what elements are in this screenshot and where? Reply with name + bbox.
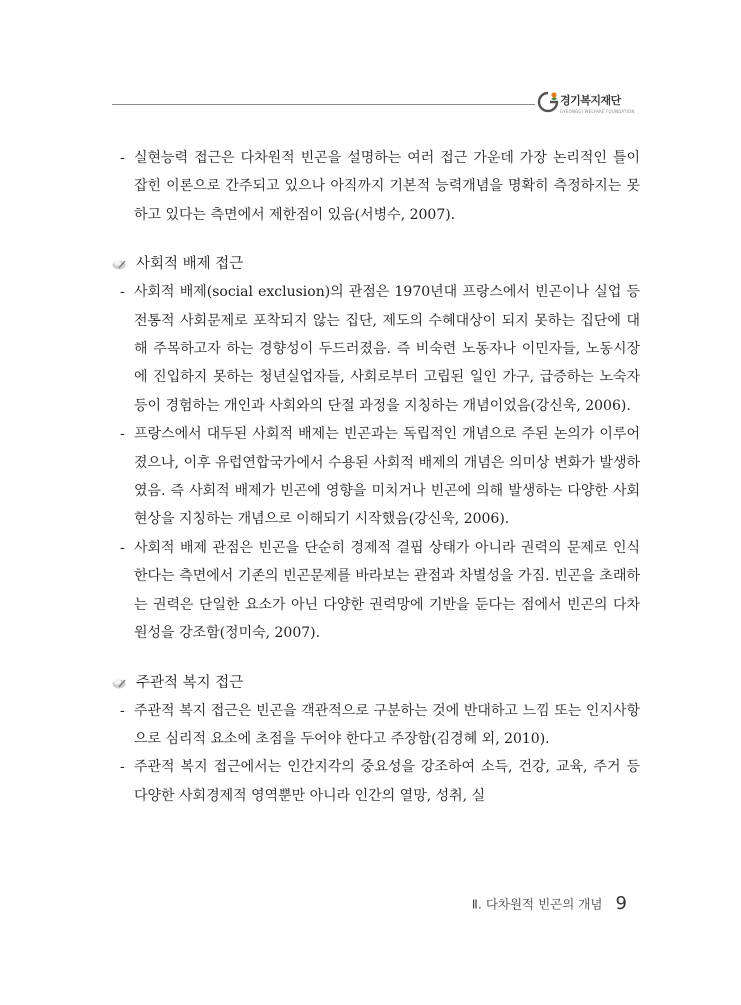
header-rule bbox=[112, 104, 535, 105]
section-heading-text: 주관적 복지 접근 bbox=[136, 674, 244, 691]
foundation-logo bbox=[536, 88, 666, 122]
list-item: - 주관적 복지 접근은 빈곤을 객관적으로 구분하는 것에 반대하고 느낌 또는 인지사항으로 심리적 요소에 초점을 두어야 한다고 주장함(김경혜 외, 2010). bbox=[120, 702, 640, 747]
list-item: - 사회적 배제(social exclusion)의 관점은 1970년대 프랑스에서 빈곤이나 실업 등 전통적 사회문제로 포착되지 않는 집단, 제도의 수혜대상이 되지 못하는 집단에 대해 주목하고자 하는 경향성이 두드러졌음. 즉 비숙련 노동자나 이민자들, 노동시장에 진입하지 못하는 청년실업자들, 사회로부터 고립된 일인 가구, 급증하는 노숙자 등이 경험하는 개인과 사회와의 단절 과정을 지칭하는 개념이었음(강신욱, 2006). bbox=[120, 284, 640, 414]
foundation-logo-icon bbox=[536, 90, 560, 114]
page-content bbox=[112, 144, 640, 810]
bullet-text: 사회적 배제 관점은 빈곤을 단순히 경제적 결핍 상태가 아니라 권력의 문제로 인식한다는 측면에서 기존의 빈곤문제를 바라보는 관점과 차별성을 가짐. 빈곤을 초래하는 권력은 단일한 요소가 아닌 다양한 권력망에 기반을 둔다는 점에서 빈곤의 다차원성을 강조함(정미숙, 2007). bbox=[134, 539, 640, 642]
section-heading-social-exclusion bbox=[112, 250, 640, 278]
bullet-text: 주관적 복지 접근에서는 인간지각의 중요성을 강조하여 소득, 건강, 교육, 주거 등 다양한 사회경제적 영역뿐만 아니라 인간의 열망, 성취, 실 bbox=[134, 759, 640, 804]
bullet-text: 프랑스에서 대두된 사회적 배제는 빈곤과는 독립적인 개념으로 주된 논의가 이루어졌으나, 이후 유럽연합국가에서 수용된 사회적 배제의 개념은 의미상 변화가 발생하였음. 즉 사회적 배제가 빈곤에 영향을 미치거나 빈곤에 의해 발생하는 다양한 사회현상을 지칭하는 개념으로 이해되기 시작했음(강신욱, 2006). bbox=[134, 426, 640, 528]
section-bullet-icon bbox=[112, 676, 127, 690]
section-heading-subjective-welfare bbox=[112, 669, 640, 697]
logo-text: 경기복지재단 bbox=[560, 94, 621, 107]
bullet-text: 사회적 배제(social exclusion)의 관점은 1970년대 프랑스에서 빈곤이나 실업 등 전통적 사회문제로 포착되지 않는 집단, 제도의 수혜대상이 되지 못하는 집단에 대해 주목하고자 하는 경향성이 두드러졌음. 즉 비숙련 노동자나 이민자들, 노동시장에 진입하지 못하는 청년실업자들, 사회로부터 고립된 일인 가구, 급증하는 노숙자 등이 경험하는 개인과 사회와의 단절 과정을 지칭하는 개념이었음(강신욱, 2006). bbox=[134, 284, 640, 414]
bullet-text: 실현능력 접근은 다차원적 빈곤을 설명하는 여러 접근 가운데 가장 논리적인 틀이 잡힌 이론으로 간주되고 있으나 아직까지 기본적 능력개념을 명확히 측정하지는 못하고 있다는 측면에서 제한점이 있음(서병수, 2007). bbox=[134, 150, 640, 223]
logo-subtext: GYEONGGI WELFARE FOUNDATION bbox=[560, 109, 635, 114]
page-number: 9 bbox=[615, 893, 627, 914]
chapter-label: Ⅱ. 다차원적 빈곤의 개념 bbox=[471, 896, 603, 912]
list-item: - 실현능력 접근은 다차원적 빈곤을 설명하는 여러 접근 가운데 가장 논리적인 틀이 잡힌 이론으로 간주되고 있으나 아직까지 기본적 능력개념을 명확히 측정하지는 못하고 있다는 측면에서 제한점이 있음(서병수, 2007). bbox=[120, 150, 640, 223]
page-footer bbox=[472, 893, 627, 914]
section-bullet-icon bbox=[112, 257, 127, 271]
section-heading-text: 사회적 배제 접근 bbox=[136, 256, 244, 273]
list-item: - 사회적 배제 관점은 빈곤을 단순히 경제적 결핍 상태가 아니라 권력의 문제로 인식한다는 측면에서 기존의 빈곤문제를 바라보는 관점과 차별성을 가짐. 빈곤을 초래하는 권력은 단일한 요소가 아닌 다양한 권력망에 기반을 둔다는 점에서 빈곤의 다차원성을 강조함(정미숙, 2007). bbox=[120, 539, 640, 642]
bullet-text: 주관적 복지 접근은 빈곤을 객관적으로 구분하는 것에 반대하고 느낌 또는 인지사항으로 심리적 요소에 초점을 두어야 한다고 주장함(김경혜 외, 2010). bbox=[134, 702, 640, 747]
list-item: - 프랑스에서 대두된 사회적 배제는 빈곤과는 독립적인 개념으로 주된 논의가 이루어졌으나, 이후 유럽연합국가에서 수용된 사회적 배제의 개념은 의미상 변화가 발생하였음. 즉 사회적 배제가 빈곤에 영향을 미치거나 빈곤에 의해 발생하는 다양한 사회현상을 지칭하는 개념으로 이해되기 시작했음(강신욱, 2006). bbox=[120, 426, 640, 528]
list-item: - 주관적 복지 접근에서는 인간지각의 중요성을 강조하여 소득, 건강, 교육, 주거 등 다양한 사회경제적 영역뿐만 아니라 인간의 열망, 성취, 실 bbox=[120, 759, 640, 804]
